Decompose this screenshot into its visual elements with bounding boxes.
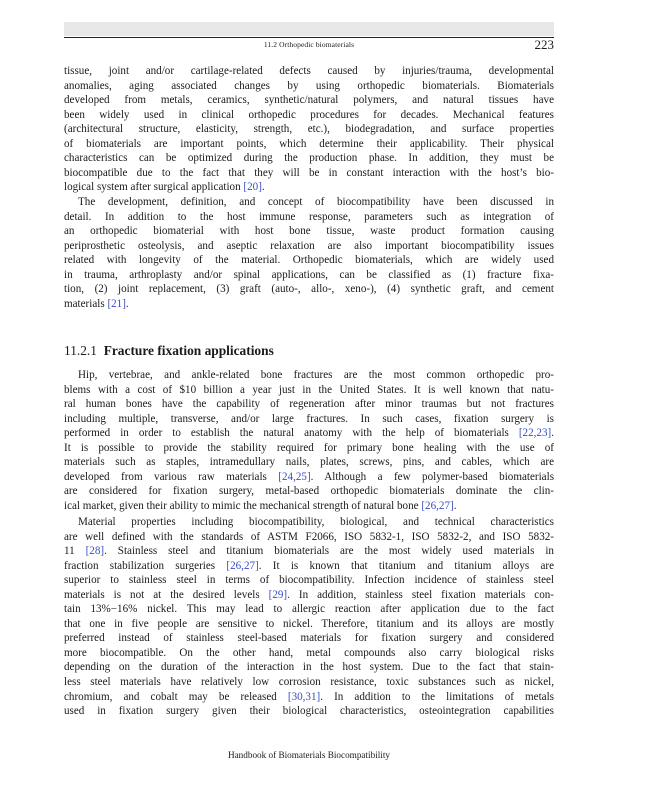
citation-link[interactable]: [30,31] <box>287 690 321 703</box>
citation-link[interactable]: [28] <box>85 545 105 558</box>
section-title: Fracture fixation applications <box>103 343 274 358</box>
text-line: materials [21]. <box>64 297 129 310</box>
text-line: materials such as staples, intramedullary nails, plates, screws, pins, and cables, which are <box>64 456 554 469</box>
text-line: developed from metals, ceramics, synthetic/natural polymers, and natural tissues have <box>64 94 554 107</box>
text-line: It is possible to provide the stability required for primary bone healing with the use of <box>64 441 554 454</box>
text-line: depending on the duration of the interaction in the host system. Due to the fact that stain- <box>64 661 554 674</box>
text-line: are well defined with the standards of ASTM F2066, ISO 5832-1, ISO 5832-2, and ISO 5832- <box>64 530 554 543</box>
text-line: materials is not at the desired levels [29]. In addition, stainless steel fixation materials con- <box>64 588 554 601</box>
text-line: been widely used in clinical orthopedic procedures for decades. Mechanical features <box>64 108 554 121</box>
text-line: preferred instead of stainless steel-based materials for fixation surgery and considered <box>64 632 554 645</box>
text-line: (architectural structure, elasticity, strength, etc.), biodegradation, and surface properties <box>64 123 554 136</box>
text-line: including multiple, transverse, and/or large fractures. In such cases, fixation surgery is <box>64 412 554 425</box>
text-line: Material properties including biocompatibility, biological, and technical characteristics <box>78 516 554 528</box>
paragraph-fracture-fixation <box>64 368 554 513</box>
text-line: an orthopedic biomaterial with host bone tissue, waste product formation causing <box>64 225 554 238</box>
text-line: tion, (2) joint replacement, (3) graft (auto-, allo-, xeno-), (4) synthetic graft, and cement <box>64 283 554 296</box>
text-line: are considered for fixation surgery, metal-based orthopedic biomaterials dominate the clin- <box>64 485 554 498</box>
citation-link[interactable]: [26,27] <box>226 559 259 572</box>
text-line: fraction stabilization surgeries [26,27]. It is known that titanium and titanium alloys are <box>64 559 554 572</box>
text-line: biocompatible due to the fact that they will be in constant interaction with the host’s bio- <box>64 166 554 179</box>
text-line: The development, definition, and concept of biocompatibility have been discussed in <box>78 196 554 208</box>
text-line: blems with a cost of $10 billion a year just in the United States. It is well known that natu- <box>64 383 554 396</box>
citation-link[interactable]: [29] <box>268 588 288 601</box>
header-rule <box>64 37 554 38</box>
text-line: 11 [28]. Stainless steel and titanium biomaterials are the most widely used materials in <box>64 545 554 558</box>
text-line: Hip, vertebrae, and ankle-related bone fractures are the most common orthopedic pro- <box>78 369 554 381</box>
citation-link[interactable]: [26,27] <box>421 499 454 512</box>
text-line: logical system after surgical application [20]. <box>64 181 265 194</box>
paragraph-material-properties <box>64 515 554 719</box>
section-number: 11.2.1 <box>64 343 97 358</box>
text-line: of biomaterials are important points, which determine their applicability. Their physical <box>64 137 554 150</box>
paragraph-biocompatibility <box>64 195 554 311</box>
text-line: anomalies, aging associated changes by using orthopedic biomaterials. Biomaterials <box>64 79 554 92</box>
text-line: ral human bones have the capability of regeneration after minor traumas but not fractures <box>64 398 554 411</box>
section-heading <box>64 343 274 359</box>
text-line: developed from various raw materials [24,25]. Although a few polymer-based biomaterials <box>64 470 554 483</box>
text-line: in trauma, arthroplasty and/or spinal applications, can be classified as (1) fracture fixa- <box>64 268 554 281</box>
citation-link[interactable]: [22,23] <box>518 427 552 440</box>
text-line: tissue, joint and/or cartilage-related defects caused by injuries/trauma, developmental <box>64 65 554 77</box>
text-line: chromium, and cobalt may be released [30,31]. In addition to the limitations of metals <box>64 690 554 703</box>
running-head: 11.2 Orthopedic biomaterials <box>263 40 355 49</box>
text-line: characteristics can be optimized during the production phase. In addition, they must be <box>64 152 554 165</box>
header-band <box>64 22 554 36</box>
text-line: more biocompatible. On the other hand, metal compounds also carry biological risks <box>64 646 554 659</box>
text-line: used in fixation surgery given their biological characteristics, osteointegration capabilities <box>64 705 554 718</box>
text-line: superior to stainless steel in terms of biocompatibility. Infection incidence of stainless steel <box>64 574 554 587</box>
text-line: less steel materials have relatively low corrosion resistance, toxic substances such as nickel, <box>64 676 554 689</box>
paragraph-intro <box>64 64 554 195</box>
text-line: detail. In addition to the host immune response, parameters such as integration of <box>64 210 554 223</box>
citation-link[interactable]: [20] <box>243 181 262 194</box>
text-line: ical market, given their ability to mimic the mechanical strength of natural bone [26,27]. <box>64 499 457 512</box>
text-line: periprosthetic osteolysis, and aseptic relaxation are also important biocompatibility issues <box>64 239 554 252</box>
citation-link[interactable]: [21] <box>107 297 126 310</box>
text-line: performed in order to establish the natural anatomy with the help of biomaterials [22,23]. <box>64 427 554 440</box>
text-line: that one in five people are sensitive to nickel. Therefore, titanium and its alloys are mostly <box>64 617 554 630</box>
citation-link[interactable]: [24,25] <box>278 470 311 483</box>
page-footer: Handbook of Biomaterials Biocompatibility <box>227 750 391 760</box>
page-number: 223 <box>534 37 554 52</box>
text-line: tain 13%−16% nickel. This may lead to allergic reaction after application due to the fact <box>64 603 554 616</box>
text-line: related with longevity of the material. Orthopedic biomaterials, which are widely used <box>64 254 554 267</box>
